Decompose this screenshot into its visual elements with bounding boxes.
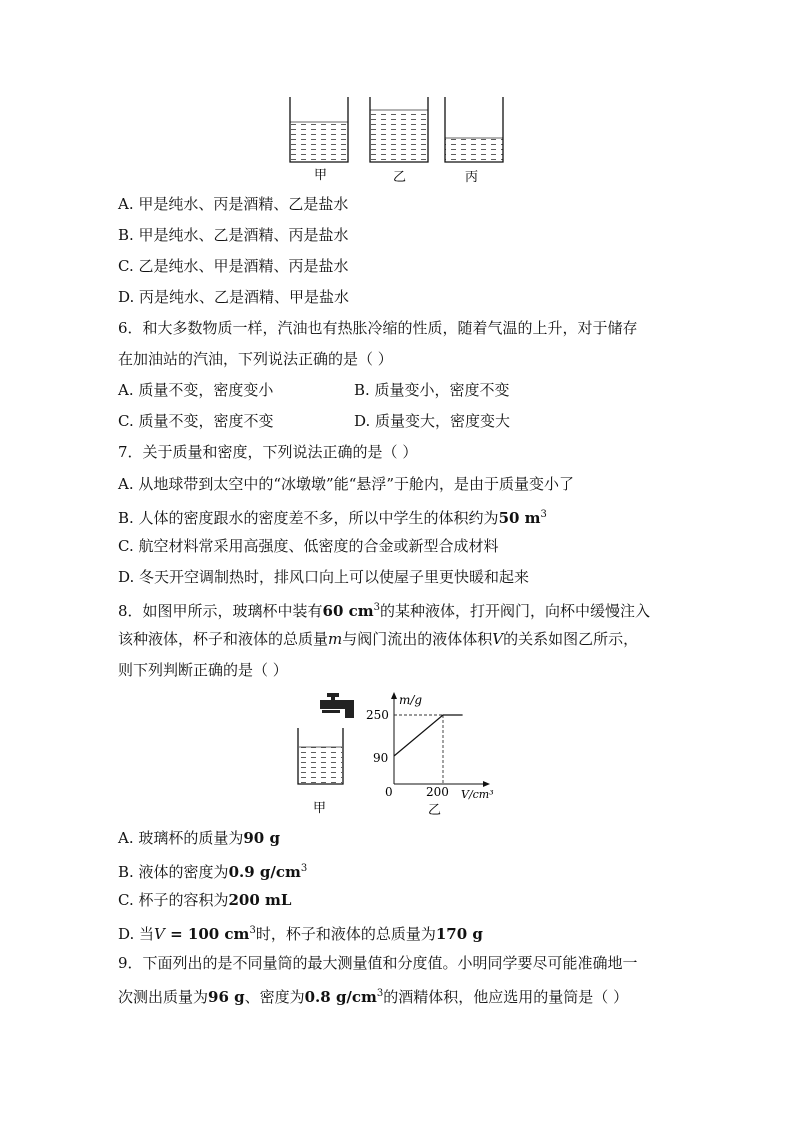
q8-l1-sup: 3: [373, 602, 381, 613]
q8-label-yi: 乙: [428, 803, 442, 818]
x-axis-arrow: [483, 781, 490, 787]
beaker-jia: [290, 97, 348, 162]
beaker-yi: [370, 97, 428, 162]
beaker-bing: [445, 97, 503, 162]
q8-option-a-value: 90 g: [243, 829, 280, 847]
beaker-label-jia: 甲: [314, 168, 328, 183]
q6-option-b: B. 质量变小，密度不变: [354, 381, 510, 399]
q8-beaker: [298, 728, 343, 784]
beaker-label-bing: 丙: [465, 170, 479, 185]
faucet-icon: [320, 693, 354, 718]
q8-stem-line2: [118, 629, 638, 649]
q8-option-d-text: D. 当: [118, 925, 155, 943]
q7-option-b-sup: 3: [540, 509, 547, 520]
q8-option-d-mid: 时，杯子和液体的总质量为: [255, 925, 436, 943]
q7-option-b-text: B. 人体的密度跟水的密度差不多，所以中学生的体积约为: [118, 509, 499, 527]
q9-l2-b: 、密度为: [244, 988, 305, 1006]
q7-stem: 7．关于质量和密度，下列说法正确的是（ ）: [118, 443, 418, 461]
q5-option-a: A. 甲是纯水、丙是酒精、乙是盐水: [118, 195, 349, 213]
m-v-series-line: [394, 715, 463, 756]
q7-option-b-value: 50 m: [498, 509, 541, 527]
q8-l2-v: V: [492, 630, 504, 648]
q8-l2-a: 该种液体，杯子和液体的总质量: [118, 630, 329, 648]
q6-option-d: D. 质量变大，密度变大: [354, 412, 511, 430]
y-axis-label: m/g: [399, 693, 423, 707]
q8-option-b: [118, 859, 307, 882]
q8-option-b-value: 0.9 g/cm: [228, 863, 301, 881]
q5-option-c: C. 乙是纯水、甲是酒精、丙是盐水: [118, 257, 349, 275]
q8-option-c-value: 200 mL: [228, 891, 292, 909]
q8-option-c: [118, 890, 291, 910]
three-beakers-figure: [280, 92, 510, 187]
y-tick-250: 250: [366, 708, 389, 722]
q8-l2-b: 与阀门流出的液体体积: [342, 630, 493, 648]
q8-stem-line1: [118, 598, 650, 621]
q6-stem-line1: 6．和大多数物质一样，汽油也有热胀冷缩的性质，随着气温的上升，对于储存: [118, 319, 638, 337]
q8-option-d-eq: = 100 cm: [164, 925, 250, 943]
q7-option-d: D. 冬天开空调制热时，排风口向上可以使屋子里更快暖和起来: [118, 568, 530, 586]
q8-option-a-text: A. 玻璃杯的质量为: [118, 829, 244, 847]
q5-option-d: D. 丙是纯水、乙是酒精、甲是盐水: [118, 288, 350, 306]
q8-l2-m: m: [328, 630, 343, 648]
q9-l2-v1: 96 g: [208, 988, 245, 1006]
q8-l1-a: 8．如图甲所示，玻璃杯中装有: [118, 602, 323, 620]
q9-l2-sup: 3: [376, 988, 384, 999]
q7-option-a: A. 从地球带到太空中的“冰墩墩”能“悬浮”于舱内，是由于质量变小了: [118, 475, 575, 493]
q7-option-c: C. 航空材料常采用高强度、低密度的合金或新型合成材料: [118, 537, 499, 555]
q8-label-jia: 甲: [313, 801, 327, 816]
q8-l2-c: 的关系如图乙所示，: [503, 630, 639, 648]
q7-option-b: [118, 505, 547, 528]
q9-l2-v2: 0.8 g/cm: [304, 988, 377, 1006]
q8-option-d-sup: 3: [249, 925, 256, 936]
q8-option-b-sup: 3: [300, 863, 308, 874]
q8-l1-b: 的某种液体，打开阀门，向杯中缓慢注入: [380, 602, 651, 620]
q6-option-c: C. 质量不变，密度不变: [118, 412, 274, 430]
q9-stem-line2: [118, 984, 628, 1007]
q8-option-a: [118, 828, 280, 848]
q8-stem-line3: 则下列判断正确的是（ ）: [118, 661, 288, 679]
beaker-label-yi: 乙: [393, 170, 407, 185]
y-axis-arrow: [391, 692, 397, 699]
q9-l2-a: 次测出质量为: [118, 988, 209, 1006]
q6-stem-line2: 在加油站的汽油，下列说法正确的是（ ）: [118, 350, 393, 368]
q8-option-c-text: C. 杯子的容积为: [118, 891, 229, 909]
q8-l1-value: 60 cm: [322, 602, 374, 620]
q9-stem-line1: 9．下面列出的是不同量筒的最大测量值和分度值。小明同学要尽可能准确地一: [118, 954, 638, 972]
q8-option-d-var: V: [154, 925, 165, 943]
m-v-graph: [366, 692, 494, 801]
q8-figure: [290, 690, 510, 820]
q9-l2-c: 的酒精体积，他应选用的量筒是（ ）: [383, 988, 629, 1006]
q6-option-a: A. 质量不变，密度变小: [118, 381, 274, 399]
y-tick-90: 90: [373, 751, 389, 765]
q5-option-b: B. 甲是纯水、乙是酒精、丙是盐水: [118, 226, 349, 244]
x-axis-label: V/cm³: [461, 788, 494, 801]
q8-option-b-text: B. 液体的密度为: [118, 863, 229, 881]
x-tick-200: 200: [426, 785, 449, 799]
q8-option-d-value: 170 g: [435, 925, 483, 943]
q8-option-d: [118, 921, 483, 944]
x-tick-0: 0: [385, 785, 393, 799]
